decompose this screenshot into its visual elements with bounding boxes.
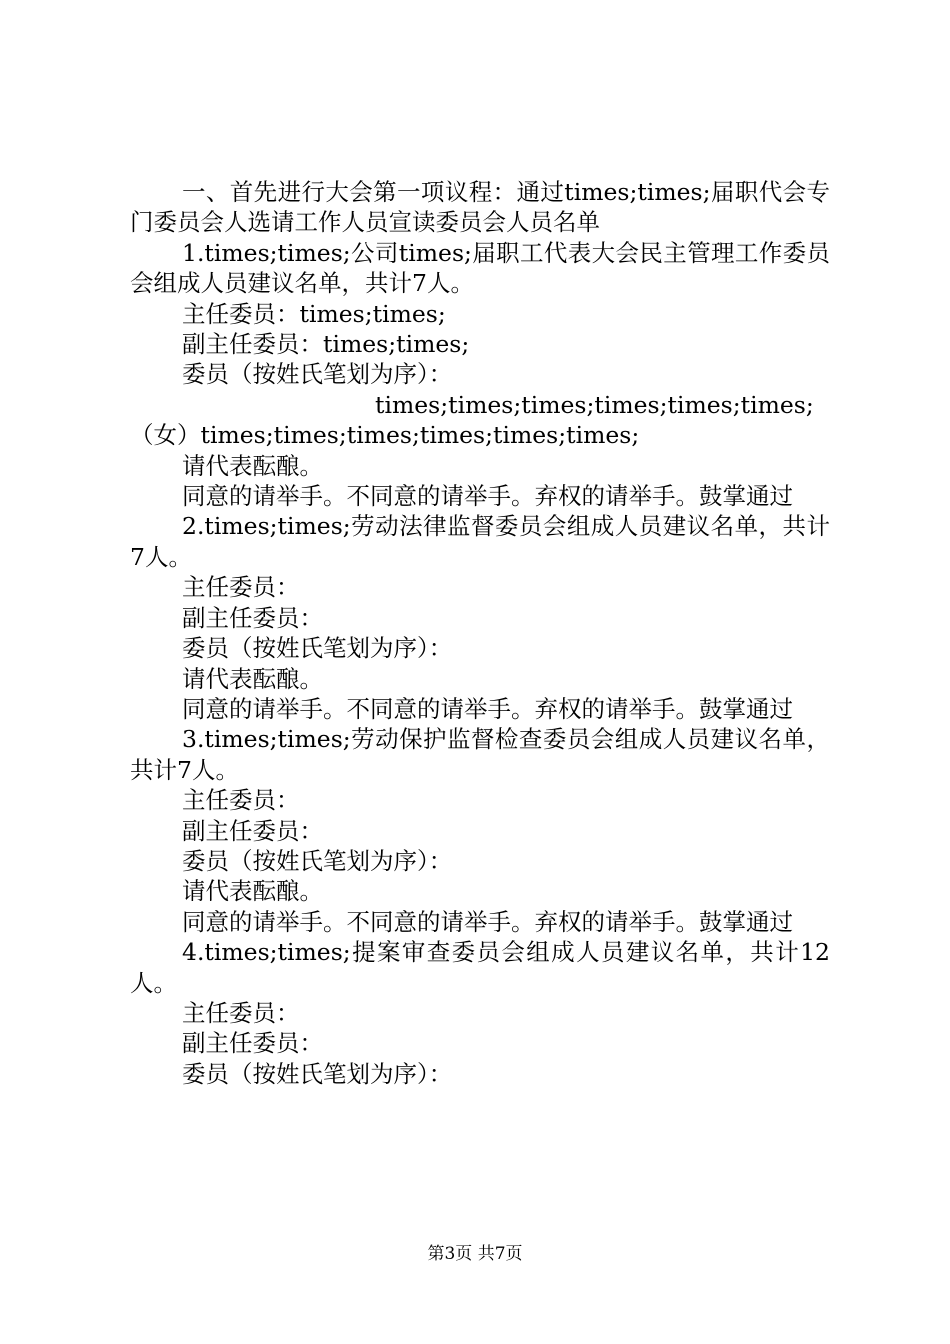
paragraph-agenda-item-1: 一、首先进行大会第一项议程：通过times;times;届职代会专门委员会人选请工作人员宣读委员会人员名单 <box>130 178 830 237</box>
paragraph-member-names-line-1: times;times;times;times;times;times; <box>375 390 814 419</box>
page-footer <box>0 1243 950 1265</box>
document-body <box>130 177 830 1089</box>
paragraph-vice-chair: 副主任委员： <box>182 603 323 632</box>
paragraph-vice-chair: 副主任委员： <box>182 816 323 845</box>
paragraph-committee-1-title: 1.times;times;公司times;届职工代表大会民主管理工作委员会组成人员建议名单，共计7人。 <box>130 238 830 298</box>
paragraph-chair: 主任委员： <box>182 998 300 1027</box>
paragraph-deliberate: 请代表酝酿。 <box>182 877 323 906</box>
paragraph-vote: 同意的请举手。不同意的请举手。弃权的请举手。鼓掌通过 <box>182 694 793 723</box>
paragraph-members-label: 委员（按姓氏笔划为序）： <box>182 634 453 663</box>
paragraph-deliberate: 请代表酝酿。 <box>182 451 323 480</box>
paragraph-committee-4-title: 4.times;times;提案审查委员会组成人员建议名单，共计12人。 <box>130 938 830 997</box>
paragraph-chair: 主任委员： <box>182 786 300 815</box>
paragraph-members-label: 委员（按姓氏笔划为序）： <box>182 360 453 389</box>
paragraph-deliberate: 请代表酝酿。 <box>182 664 323 693</box>
paragraph-chair: 主任委员： <box>182 573 300 602</box>
paragraph-vice-chair: 副主任委员： <box>182 1029 323 1058</box>
paragraph-vote: 同意的请举手。不同意的请举手。弃权的请举手。鼓掌通过 <box>182 482 793 511</box>
paragraph-vote: 同意的请举手。不同意的请举手。弃权的请举手。鼓掌通过 <box>182 907 793 936</box>
paragraph-committee-2-title: 2.times;times;劳动法律监督委员会组成人员建议名单，共计7人。 <box>130 512 830 571</box>
paragraph-committee-3-title: 3.times;times;劳动保护监督检查委员会组成人员建议名单，共计7人。 <box>130 725 830 784</box>
paragraph-vice-chair: 副主任委员：times;times; <box>182 330 470 359</box>
paragraph-chair: 主任委员：times;times; <box>182 299 446 328</box>
paragraph-members-label: 委员（按姓氏笔划为序）： <box>182 1059 453 1088</box>
paragraph-members-label: 委员（按姓氏笔划为序）： <box>182 846 453 875</box>
paragraph-member-names-line-2: （女）times;times;times;times;times;times; <box>130 421 640 450</box>
page-number: 第3页 共7页 <box>427 1244 523 1264</box>
